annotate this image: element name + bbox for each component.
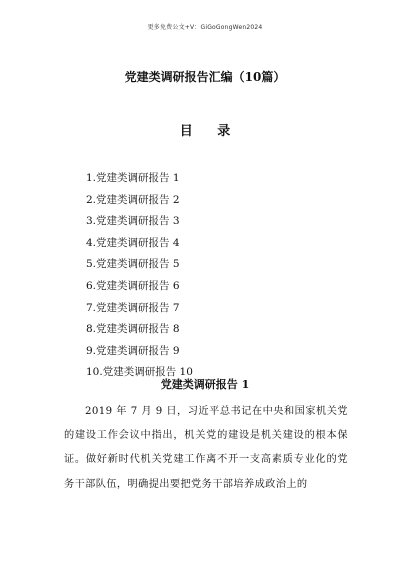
toc-item[interactable]: 1.党建类调研报告 1 bbox=[86, 172, 180, 184]
document-title: 党建类调研报告汇编（10篇） bbox=[124, 70, 286, 84]
toc-item[interactable]: 2.党建类调研报告 2 bbox=[86, 193, 180, 206]
body-paragraph: 2019 年 7 月 9 日，习近平总书记在中央和国家机关党的建设工作会议中指出，机关党的建设是机关建设的根本保证。做好新时代机关党建工作离不开一支高素质专业化的党务干部队伍，明确提出要把党务干部培养成政治上的 bbox=[64, 406, 348, 490]
toc-item[interactable]: 6.党建类调研报告 6 bbox=[86, 279, 180, 292]
toc-item[interactable]: 10.党建类调研报告 10 bbox=[86, 366, 193, 379]
toc-item[interactable]: 5.党建类调研报告 5 bbox=[86, 258, 180, 271]
section-title: 党建类调研报告 1 bbox=[160, 378, 250, 391]
header-note: 更多免费公文+V：GiGoGongWen2024 bbox=[147, 24, 263, 31]
table-of-contents bbox=[86, 168, 193, 384]
toc-item[interactable]: 4.党建类调研报告 4 bbox=[86, 236, 180, 249]
toc-heading: 目 录 bbox=[179, 124, 241, 139]
toc-item[interactable]: 3.党建类调研报告 3 bbox=[86, 215, 180, 228]
toc-item[interactable]: 9.党建类调研报告 9 bbox=[86, 344, 180, 357]
toc-item[interactable]: 8.党建类调研报告 8 bbox=[86, 323, 180, 336]
toc-item[interactable]: 7.党建类调研报告 7 bbox=[86, 301, 180, 314]
